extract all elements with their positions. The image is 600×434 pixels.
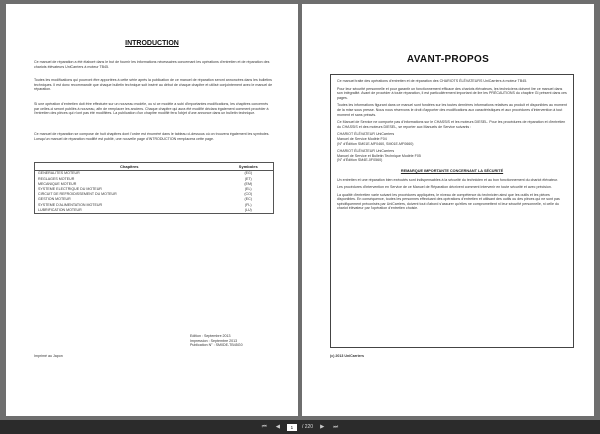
page-left [6, 4, 298, 416]
foreword-paragraph: Ce manuel traite des opérations d'entretien et de réparation des CHARIOTS ÉLÉVATEURS UniCarriers à moteur TB45. [337, 79, 528, 83]
intro-paragraph-4: Ce manuel de réparation se compose de huit chapitres dont l'ordre est énuméré dans le tableau ci-dessous où on trouvera également les symboles. Lorsqu'un manuel de réparation modifié est publié, une nouvelle page d'INTRODUCTION remplacera cette page. [34, 132, 270, 141]
page-right [302, 4, 594, 416]
reference-line: Manuel de Service et Bulletin Technique Modèle F05 [337, 153, 421, 158]
page-number-input[interactable] [287, 424, 297, 431]
next-page-icon[interactable]: ▶ [320, 424, 325, 430]
intro-title: INTRODUCTION [125, 40, 179, 47]
chapter-name: SYSTEME ELECTRIQUE DU MOTEUR [38, 186, 102, 191]
chapter-symbol: (LU) [244, 207, 252, 212]
chapter-symbol: (CO) [244, 192, 253, 197]
chapters-table [34, 162, 274, 214]
chapter-symbol: (FL) [244, 202, 252, 207]
last-page-icon[interactable]: ⏭ [333, 423, 339, 430]
chapter-name: LUBRIFICATION MOTEUR [38, 207, 82, 212]
chapter-symbol: (EM) [244, 181, 253, 186]
first-page-icon[interactable]: ⏮ [261, 423, 267, 430]
copyright-notice: (c) 2013 UniCarriers [330, 354, 364, 358]
chapter-name: SYSTEME D'ALIMENTATION MOTEUR [38, 202, 103, 207]
table-row [35, 207, 274, 213]
reference-line: Manuel de Service Modèle F04 [337, 136, 387, 141]
chapter-symbol: (EL) [244, 186, 252, 191]
table-header-symbols: Symboles [224, 163, 274, 171]
page-total: / 220 [301, 424, 314, 430]
intro-paragraph-2: Toutes les modifications qui pourront être apportées à cette série après la publication de ce manuel de réparation seront annoncées dans les bulletins techniques. Il est donc recommandé que chaque bulletin technique soit inséré au début de chaque chapitre et utilisé conjointement avec le manuel de réparation. [34, 78, 273, 92]
chapter-name: GESTION MOTEUR [38, 197, 71, 202]
foreword-box [330, 74, 574, 348]
chapter-name: CIRCUIT DE REFROIDISSEMENT DU MOTEUR [38, 192, 117, 197]
reference-line: CHARIOT ÉLÉVATEUR UniCarriers [337, 132, 395, 137]
safety-paragraph: Les procédures d'intervention en Service de ce Manuel de Réparation décrivent comment intervenir en toute sécurité et avec précision. [337, 185, 552, 190]
foreword-paragraph: Toutes les informations figurant dans ce manuel sont fondées sur les toutes dernières informations relatives au produit et disponibles au moment de la mise sous presse. Nous nous réservons le droit d'apporter des modifications aux caractéristiques et aux procédures d'intervention à tout moment et sans préavis. [337, 103, 567, 117]
foreword-paragraph: Pour leur sécurité personnelle et pour garantir un fonctionnement efficace des chariots élévateurs, les techniciens doivent lire ce manuel dans son intégralité. Avant de procéder à toute réparation, il est particulièrement important de lire les PRÉCAUTIONS du chapitre GI présent dans ces pages. [337, 86, 567, 100]
chapter-name: MECANIQUE MOTEUR [38, 181, 77, 186]
safety-paragraph: La qualité d'entretien varie suivant les procédures appliquées, le niveau de compétence du technicien ainsi que les outils et les pièces disponibles. En conséquence, toutes les personnes effectuant des opérations d'entretien et utilisant des outils ou des pièces qui ne sont pas spécifiquement préconisés par UniCarriers, doivent tout d'abord s'assurer qu'elles ne compromettent ni leur sécurité personnelle, ni celle du chariot élévateur par l'opération d'entretien choisie. [337, 192, 560, 211]
avant-propos-title: AVANT-PROPOS [406, 54, 490, 65]
previous-page-icon[interactable]: ◀ [275, 424, 280, 430]
edition-line: Publication N° : SM0DE-TB45G0 [190, 343, 243, 348]
edition-info [190, 334, 243, 348]
table-header-chapters: Chapitres [35, 163, 224, 171]
safety-paragraph: Un entretien et une réparation bien exécutés sont indispensables à la sécurité du technicien et au bon fonctionnement du chariot élévateur. [337, 177, 558, 182]
reference-line: (N° d'Édition SM4E-0F0560) [337, 158, 383, 163]
chapter-name: REGLAGES MOTEUR [38, 176, 75, 181]
reference-line: (N° d'Édition SM01E-MF0460, SM01E-MF0660) [337, 141, 414, 146]
pdf-toolbar [0, 420, 600, 434]
foreword-paragraph: Ce Manuel de Service ne comporte pas d'informations sur le CHASSIS et les moteurs DIESEL. Pour les procédures de réparation et d'entretien du CHASSIS et des moteurs DIESEL, se reporter aux Manuels de Service suivants : [337, 120, 566, 129]
chapter-symbol: (ET) [244, 176, 252, 181]
intro-paragraph-1: Ce manuel de réparation a été élaboré dans le but de fournir les informations nécessaires concernant les opérations d'entretien et de réparation des chariots élévateurs UniCarriers à moteur TB45. [34, 60, 270, 69]
reference-line: CHARIOT ÉLÉVATEUR UniCarriers [337, 149, 395, 154]
chapter-symbol: (EG) [244, 171, 253, 176]
edition-line: Edition : Septembre 2013 [190, 334, 231, 338]
safety-title: REMARQUE IMPORTANTE CONCERNANT LA SÉCURITÉ [400, 168, 504, 173]
chapter-name: GENERALITES MOTEUR [38, 171, 80, 176]
printed-in-japan: Imprimé au Japon [34, 354, 63, 358]
chapter-symbol: (EC) [244, 197, 252, 202]
edition-line: Impression : Septembre 2013 [190, 338, 238, 343]
intro-paragraph-3: Si une opération d'entretien doit être effectuée sur un nouveau modèle, ou si ce modèle a subi d'importantes modifications, les chapitres concernés par celles-ci seront publiés à nouveau, afin de remplacer les anciens. Chaque chapitre qui aura été modifié déclara également comment procéder à l'entretien des pièces qui n'ont pas été modifiées. La publication d'un chapitre modifié fera l'objet d'une annonce dans un bulletin technique. [34, 102, 269, 116]
